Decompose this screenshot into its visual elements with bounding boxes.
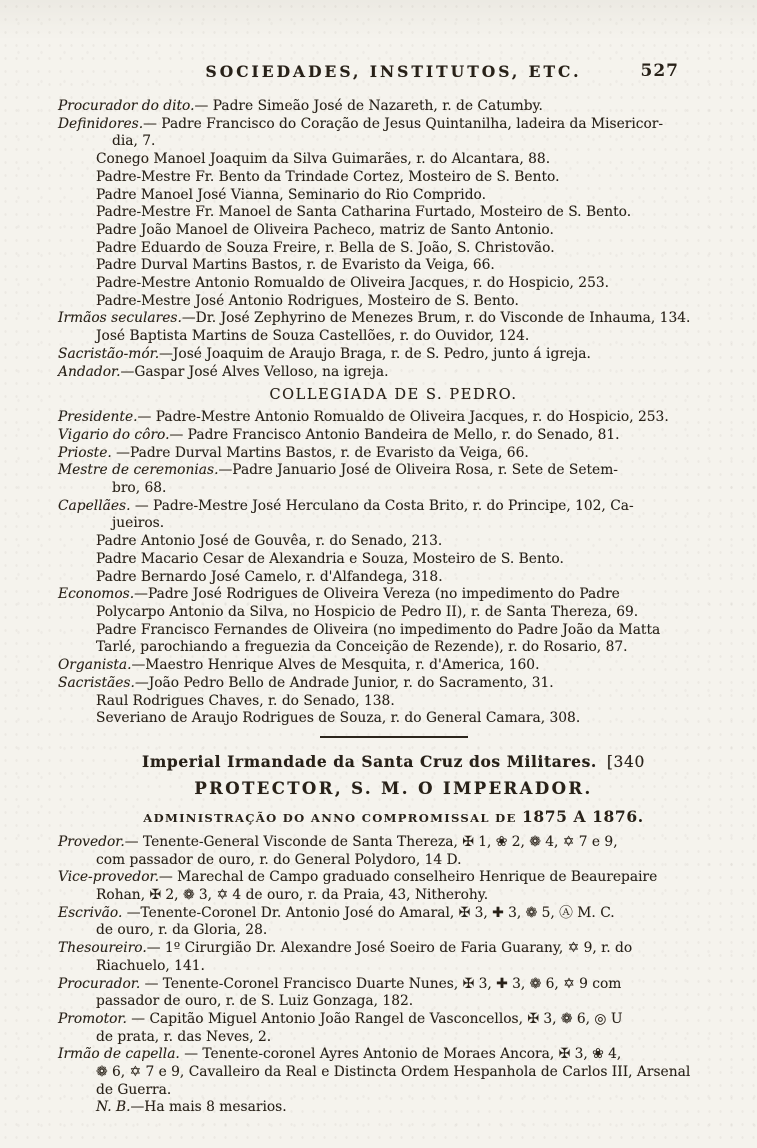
directory-line: de Guerra. [96,1081,172,1098]
administracao-heading [58,807,729,826]
directory-line: Padre Francisco Fernandes de Oliveira (no impedimento do Padre João da Matta [96,621,661,638]
directory-line: Capellães. — Padre-Mestre José Herculano da Costa Brito, r. do Principe, 102, Ca- [58,497,634,514]
directory-line: Escrivão. —Tenente-Coronel Dr. Antonio José do Amaral, ✠ 3, ✚ 3, ❁ 5, Ⓐ M. C. [58,904,615,921]
section-divider [320,736,468,738]
entry-title: Provedor. [58,833,125,850]
directory-line: Irmão de capella. — Tenente-coronel Ayres Antonio de Moraes Ancora, ✠ 3, ❀ 4, [58,1046,622,1063]
directory-line: Vigario do côro.— Padre Francisco Antonio Bandeira de Mello, r. do Senado, 81. [58,426,620,443]
entry-title: Presidente. [58,409,138,426]
entry-title: Irmãos seculares. [58,310,182,327]
entry-title: Irmão de capella. [58,1046,180,1063]
directory-line: de prata, r. das Neves, 2. [96,1028,272,1045]
collegiada-section [58,409,729,728]
entry-title: Definidores. [58,115,144,132]
directory-line: Sacristães.—João Pedro Bello de Andrade Junior, r. do Sacramento, 31. [58,674,554,691]
directory-line: Definidores.— Padre Francisco do Coração de Jesus Quintanilha, ladeira da Misericor- [58,115,664,132]
directory-line: ❁ 6, ✡ 7 e 9, Cavalleiro da Real e Distincta Ordem Hespanhola de Carlos III, Arsenal [96,1064,691,1081]
directory-line: Vice-provedor.— Marechal de Campo graduado conselheiro Henrique de Beaurepaire [58,869,658,886]
directory-line: Irmãos seculares.—Dr. José Zephyrino de Menezes Brum, r. do Visconde de Inhauma, 134. [58,310,691,327]
irmandade-section [58,834,729,1117]
directory-line: Thesoureiro.— 1º Cirurgião Dr. Alexandre José Soeiro de Faria Guarany, ✡ 9, r. do [58,940,633,957]
directory-line: Padre-Mestre Fr. Manoel de Santa Catharina Furtado, Mosteiro de S. Bento. [96,204,632,221]
directory-line: Prioste. —Padre Durval Martins Bastos, r. de Evaristo da Veiga, 66. [58,444,529,461]
directory-line: Padre Manoel José Vianna, Seminario do Rio Comprido. [96,186,486,203]
page-header [58,62,729,86]
directory-line: Padre Macario Cesar de Alexandria e Souza, Mosteiro de S. Bento. [96,550,564,567]
procurador-definidores-section [58,98,729,381]
directory-line: Economos.—Padre José Rodrigues de Oliveira Vereza (no impedimento do Padre [58,586,620,603]
entry-title: Vigario do côro. [58,426,170,443]
entry-title: Vice-provedor. [58,869,159,886]
directory-line: Padre-Mestre José Antonio Rodrigues, Mosteiro de S. Bento. [96,292,519,309]
directory-line: Padre Durval Martins Bastos, r. de Evaristo da Veiga, 66. [96,257,495,274]
directory-line: dia, 7. [112,133,156,150]
directory-line: passador de ouro, r. de S. Luiz Gonzaga, 182. [96,993,414,1010]
entry-title: N. B. [96,1099,131,1116]
irmandade-title [58,752,729,771]
directory-line: Mestre de ceremonias.—Padre Januario José de Oliveira Rosa, r. Sete de Setem- [58,462,618,479]
directory-line: Polycarpo Antonio da Silva, no Hospicio de Pedro II), r. de Santa Thereza, 69. [96,603,639,620]
entry-title: Escrivão. [58,904,123,921]
directory-line: Severiano de Araujo Rodrigues de Souza, r. do General Camara, 308. [96,710,581,727]
page-number: 527 [640,61,679,81]
entry-title: Capellães. [58,497,131,514]
collegiada-heading: COLLEGIADA DE S. PEDRO. [269,387,518,404]
directory-line: Raul Rodrigues Chaves, r. do Senado, 138. [96,692,395,709]
entry-title: Procurador. [58,975,141,992]
directory-line: Presidente.— Padre-Mestre Antonio Romualdo de Oliveira Jacques, r. do Hospicio, 253. [58,409,669,426]
directory-line: Padre-Mestre Fr. Bento da Trindade Cortez, Mosteiro de S. Bento. [96,168,560,185]
directory-line: Promotor. — Capitão Miguel Antonio João Rangel de Vasconcellos, ✠ 3, ❁ 6, ◎ U [58,1010,623,1027]
directory-line: José Baptista Martins de Souza Castellões, r. do Ouvidor, 124. [96,328,530,345]
directory-line: Sacristão-mór.—José Joaquim de Araujo Braga, r. de S. Pedro, junto á igreja. [58,345,591,362]
directory-line: Riachuelo, 141. [96,957,205,974]
directory-line: Procurador. — Tenente-Coronel Francisco Duarte Nunes, ✠ 3, ✚ 3, ❁ 6, ✡ 9 com [58,975,622,992]
directory-line: com passador de ouro, r. do General Polydoro, 14 D. [96,851,462,868]
directory-line: jueiros. [112,515,165,532]
entry-title: Economos. [58,586,135,603]
entry-title: Sacristão-mór. [58,345,160,362]
entry-title: Mestre de ceremonias. [58,462,219,479]
directory-line: Organista.—Maestro Henrique Alves de Mesquita, r. d'America, 160. [58,657,540,674]
administracao-years: 1875 A 1876. [522,806,644,826]
irmandade-title-text: Imperial Irmandade da Santa Cruz dos Militares. [142,751,597,771]
entry-title: Procurador do dito. [58,98,195,114]
directory-line: N. B.—Ha mais 8 mesarios. [96,1099,287,1116]
entry-title: Organista. [58,657,132,674]
directory-line: bro, 68. [112,480,167,497]
directory-line: Tarlé, parochiando a freguezia da Conceição de Rezende), r. do Rosario, 87. [96,639,628,656]
directory-line: Padre Antonio José de Gouvêa, r. do Senado, 213. [96,533,443,550]
entry-title: Andador. [58,363,121,380]
administracao-prefix: ADMINISTRAÇÃO DO ANNO COMPROMISSAL DE [143,810,522,825]
directory-line: Andador.—Gaspar José Alves Velloso, na igreja. [58,363,389,380]
directory-line: Conego Manoel Joaquim da Silva Guimarães, r. do Alcantara, 88. [96,151,551,168]
entry-title: Promotor. [58,1010,127,1027]
margin-ref-number: [340 [606,752,645,771]
directory-line: Padre João Manoel de Oliveira Pacheco, matriz de Santo Antonio. [96,221,554,238]
directory-line: Padre Eduardo de Souza Freire, r. Bella de S. João, S. Christovão. [96,239,555,256]
directory-line: Padre-Mestre Antonio Romualdo de Oliveira Jacques, r. do Hospicio, 253. [96,275,610,292]
protector-heading: PROTECTOR, S. M. O IMPERADOR. [194,778,593,798]
running-title: SOCIEDADES, INSTITUTOS, ETC. [205,62,582,81]
directory-line: Procurador do dito.— Padre Simeão José de Nazareth, r. de Catumby. [58,98,543,114]
directory-line: de ouro, r. da Gloria, 28. [96,922,268,939]
directory-line: Rohan, ✠ 2, ❁ 3, ✡ 4 de ouro, r. da Praia, 43, Nitherohy. [96,887,489,904]
directory-line: Padre Bernardo José Camelo, r. d'Alfandega, 318. [96,568,443,585]
entry-title: Prioste. [58,444,112,461]
directory-line: Provedor.— Tenente-General Visconde de Santa Thereza, ✠ 1, ❀ 2, ❁ 4, ✡ 7 e 9, [58,833,618,850]
entry-title: Thesoureiro. [58,940,147,957]
entry-title: Sacristães. [58,674,135,691]
